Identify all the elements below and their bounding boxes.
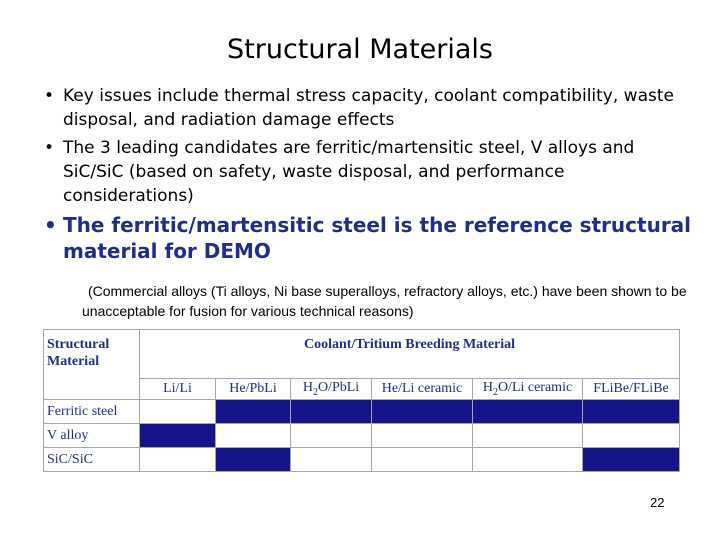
corner-header-line: Structural [47, 337, 110, 352]
compatible-cell [583, 448, 680, 472]
table-row [44, 424, 680, 448]
table-body [44, 400, 680, 472]
bullet-dot: • [44, 213, 57, 237]
empty-cell [140, 400, 216, 424]
empty-cell [216, 424, 291, 448]
column-header: $H_2O/Li$ ceramic [473, 379, 583, 400]
compatible-cell [372, 400, 473, 424]
bullet-dot: • [44, 138, 55, 158]
compatible-cell [140, 424, 216, 448]
empty-cell [372, 424, 473, 448]
bullet-dot: • [44, 86, 55, 106]
bullet-text: The 3 leading candidates are ferritic/martensitic steel, V alloys and SiC/SiC (based on safety, waste disposal, and performance considerations) [63, 138, 635, 206]
compatible-cell [291, 400, 372, 424]
empty-cell [291, 424, 372, 448]
bullet-candidates [44, 136, 694, 208]
bullet-text: Key issues include thermal stress capacity, coolant compatibility, waste disposal, and radiation damage effects [63, 86, 674, 130]
table-row [44, 400, 680, 424]
bullet-list [44, 84, 694, 268]
table-header-row [44, 330, 680, 379]
table-column-header-row [44, 379, 680, 400]
column-header: He/Li ceramic [372, 379, 473, 400]
compatible-cell [583, 400, 680, 424]
empty-cell [372, 448, 473, 472]
empty-cell [473, 424, 583, 448]
row-header: SiC/SiC [44, 448, 140, 472]
bullet-reference-material [44, 212, 694, 264]
table-row [44, 448, 680, 472]
corner-header-line: Material [47, 354, 100, 369]
empty-cell [583, 424, 680, 448]
column-header: He/PbLi [216, 379, 291, 400]
row-header: V alloy [44, 424, 140, 448]
compatible-cell [216, 400, 291, 424]
commercial-alloys-note: (Commercial alloys (Ti alloys, Ni base superalloys, refractory alloys, etc.) have been shown to be unacceptable for fusion for various technical reasons) [82, 283, 687, 319]
bullet-key-issues [44, 84, 694, 132]
column-header: Li/Li [140, 379, 216, 400]
compatibility-table [43, 329, 680, 472]
compatible-cell [473, 400, 583, 424]
empty-cell [291, 448, 372, 472]
bullet-text: The ferritic/martensitic steel is the reference structural material for DEMO [63, 213, 692, 263]
empty-cell [140, 448, 216, 472]
column-header: FLiBe/FLiBe [583, 379, 680, 400]
row-header: Ferritic steel [44, 400, 140, 424]
compatible-cell [216, 448, 291, 472]
page-number: 22 [650, 495, 665, 510]
empty-cell [473, 448, 583, 472]
coolant-group-header: Coolant/Tritium Breeding Material [140, 330, 680, 379]
column-header: $H_2O$/PbLi [291, 379, 372, 400]
slide-title: Structural Materials [227, 34, 493, 65]
corner-header-cell [44, 330, 140, 400]
